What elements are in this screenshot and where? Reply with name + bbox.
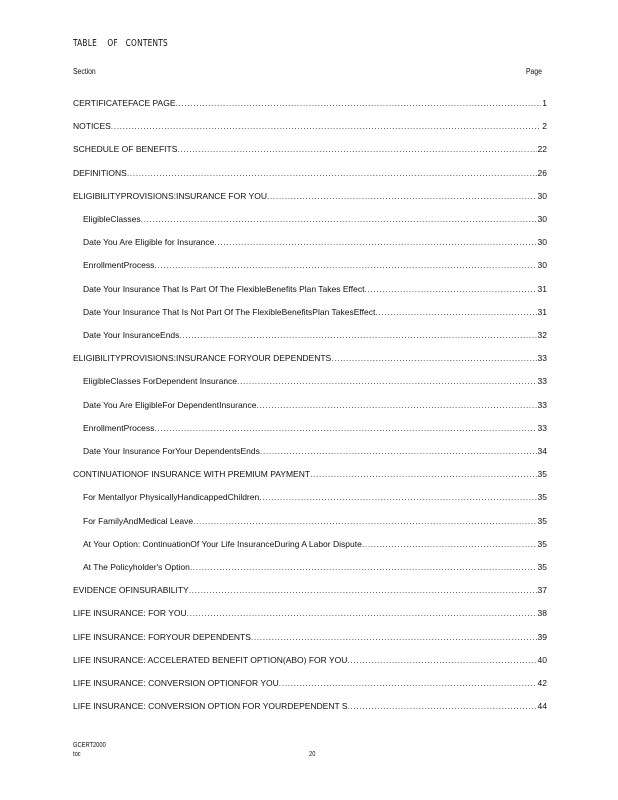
toc-entry-page: 30 [537,190,547,201]
toc-entry-label: Date Your Insurance ForYour DependentsEnds [83,446,260,456]
dot-leader [364,284,536,294]
dot-leader [176,98,542,108]
toc-entry-label: CONTINUATIONOF INSURANCE WITH PREMIUM PAYMENT [73,469,311,480]
toc-entry-page: 33 [537,399,547,410]
toc-entry-page: 39 [537,631,547,642]
toc-entry [83,442,547,456]
toc-entry-page: 32 [537,330,547,340]
toc-entry-page: 33 [537,422,547,433]
toc-entry [73,697,547,711]
dot-leader [259,492,536,502]
toc-entry [83,326,547,340]
dot-leader [362,539,537,549]
toc-entry [83,535,547,549]
dot-leader [193,516,536,526]
dot-leader [251,632,537,642]
toc-entry-page: 35 [537,562,547,572]
dot-leader [154,260,536,270]
toc-entry-page: 44 [537,701,547,712]
toc-entry [73,674,547,688]
toc-entry-label: EnrollmentProcess [83,260,155,271]
toc-entry-label: For FamilyAndMedical Leave [83,515,194,526]
toc-entry-label: At Your Option: ContinuationOf Your Life InsuranceDuring A Labor Dispute [83,538,362,549]
dot-leader [256,400,536,410]
toc-entry-page: 40 [537,654,547,665]
dot-leader [111,121,541,131]
dot-leader [279,678,537,688]
toc-entry-page: 42 [537,678,547,688]
dot-leader [237,376,537,386]
toc-entry [73,604,547,618]
toc-entry [73,651,547,665]
toc-entry-label: ELIGIBILITYPROVISIONS:INSURANCE FORYOUR DEPENDENTS [73,353,332,364]
toc-entry [83,558,547,572]
toc-entry-label: NOTICES [73,121,111,132]
toc-entry-page: 35 [537,492,547,503]
dot-leader [260,446,537,456]
toc-entry [73,140,547,154]
toc-entry [83,280,547,294]
toc-entry-label: Date You Are Eligible for Insurance [83,237,215,248]
toc-entry [83,210,547,224]
toc-entry [83,512,547,526]
dot-leader [348,701,537,711]
toc-entry-page: 31 [537,283,547,294]
toc-entry [83,396,547,410]
toc-entry-page: 33 [537,353,547,364]
toc-entry-label: DEFINITIONS [73,167,127,178]
toc-entry-label: LIFE INSURANCE: CONVERSION OPTIONFOR YOU [73,678,279,688]
form-code: GCERT2000 [73,742,106,749]
toc-entry-page: 35 [537,515,547,526]
toc-entry [83,303,547,317]
toc-entry-label: LIFE INSURANCE: ACCELERATED BENEFIT OPTION(ABO) FOR YOU [73,654,348,665]
toc-entry-page: 34 [537,446,547,456]
toc-title: TABLE OF CONTENTS [73,38,168,49]
dot-leader [214,237,536,247]
toc-entry-page: 37 [537,585,547,596]
dot-leader [154,423,536,433]
toc-entry-label: ELIGIBILITYPROVISIONS:INSURANCE FOR YOU [73,190,267,201]
toc-entry-page: 2 [542,121,547,132]
dot-leader [347,655,536,665]
footer-form-code [73,741,106,759]
dot-leader [187,608,537,618]
footer-page-number: 20 [309,751,316,758]
toc-entry-label: LIFE INSURANCE: FORYOUR DEPENDENTS [73,631,251,642]
toc-entry-label: EnrollmentProcess [83,422,155,433]
toc-entry [83,372,547,386]
toc-entry-page: 26 [537,167,547,178]
toc-entry-page: 1 [542,98,547,108]
toc-entry [73,349,547,363]
dot-leader [127,168,537,178]
dot-leader [267,191,537,201]
toc-entry-page: 35 [537,538,547,549]
toc-entry [73,628,547,642]
toc-entry-page: 33 [537,376,547,387]
toc-entry-page: 30 [537,214,547,224]
toc-entry-label: For Mentallyor PhysicallyHandicappedChildren [83,492,260,503]
toc-entry-page: 35 [537,469,547,480]
section-column-header: Section [73,67,96,76]
toc-entry-label: Date Your Insurance That Is Part Of The FlexibleBenefits Plan Takes Effect [83,283,365,294]
toc-entry-page: 38 [537,608,547,619]
toc-entry [83,419,547,433]
form-sub-code: toc [73,751,81,758]
toc-entry-page: 30 [537,237,547,248]
toc-entry-label: Date Your InsuranceEnds [83,330,180,340]
toc-entry [73,581,547,595]
toc-entry-page: 31 [537,306,547,317]
toc-entry-label: EVIDENCE OFINSURABILITY [73,585,189,596]
toc-entry [83,233,547,247]
toc-entry-page: 22 [537,144,547,155]
toc-entry [73,187,547,201]
toc-entry-label: At The Policyholder's Option [83,562,190,572]
toc-entry [73,117,547,131]
dot-leader [189,585,537,595]
toc-entry [83,488,547,502]
dot-leader [310,469,536,479]
toc-entry-label: Date You Are EligibleFor DependentInsurance [83,399,257,410]
page-column-header: Page [526,67,542,76]
toc-entry-label: EligibleClasses ForDependent Insurance [83,376,238,387]
toc-entry-label: EligibleClasses [83,214,141,224]
dot-leader [331,353,536,363]
dot-leader [177,144,536,154]
dot-leader [141,214,537,224]
toc-entry [73,94,547,108]
dot-leader [179,330,536,340]
dot-leader [190,562,537,572]
toc-entry-page: 30 [537,260,547,271]
toc-entry-label: Date Your Insurance That Is Not Part Of The FlexibleBenefitsPlan TakesEffect [83,306,376,317]
toc-entry-label: SCHEDULE OF BENEFITS [73,144,178,155]
toc-entry [73,465,547,479]
toc-entry-label: LIFE INSURANCE: CONVERSION OPTION FOR YOURDEPENDENT S [73,701,348,712]
toc-entry [83,256,547,270]
toc-entry-label: CERTIFICATEFACE PAGE [73,98,176,108]
toc-entry-label: LIFE INSURANCE: FOR YOU [73,608,187,619]
toc-entry [73,164,547,178]
dot-leader [375,307,536,317]
